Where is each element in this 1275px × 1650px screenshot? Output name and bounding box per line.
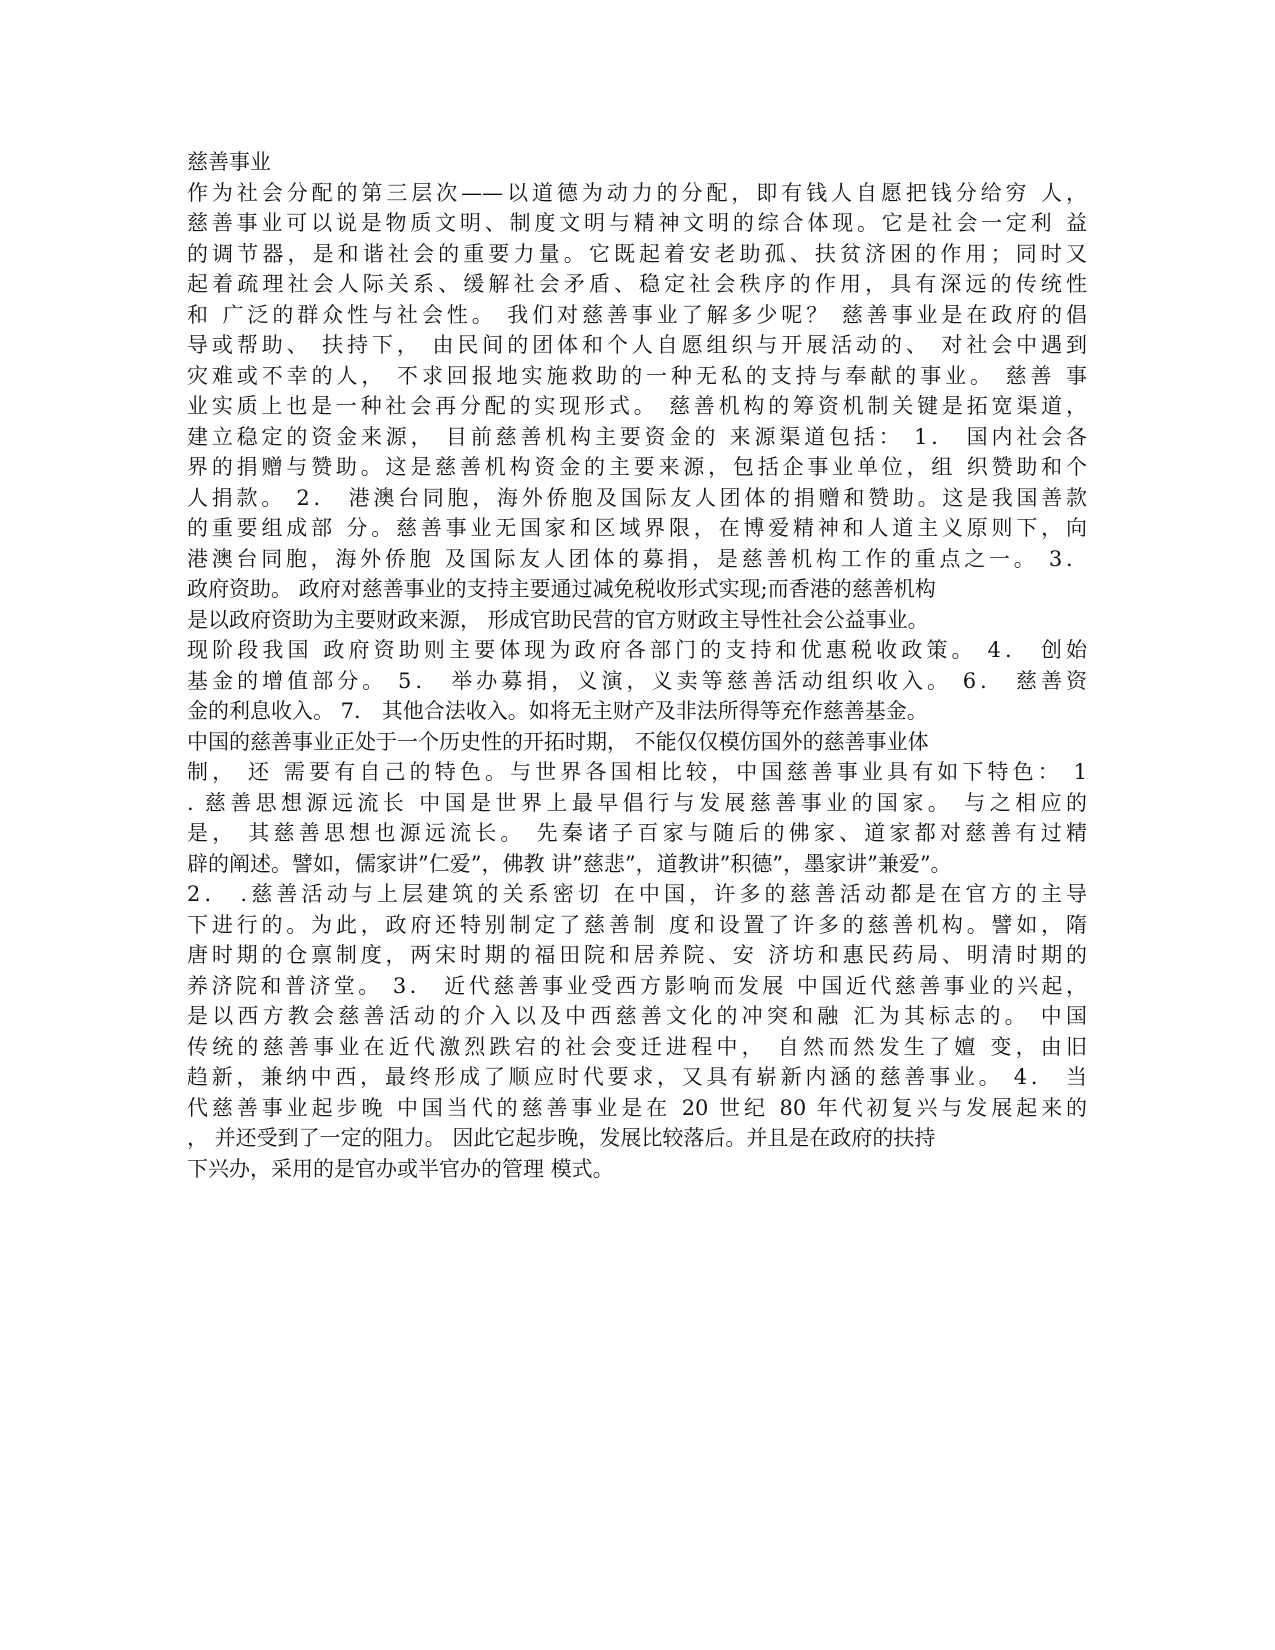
text-line: 金的利息收入。 7． 其他合法收入。如将无主财产及非法所得等充作慈善基金。 (187, 699, 928, 723)
text-line: 制， 还 需要有自己的特色。与世界各国相比较，中国慈善事业具有如下特色： 1 (187, 760, 1087, 784)
text-line: 灾难或不幸的人， 不求回报地实施救助的一种无私的支持与奉献的事业。 慈善 事 (187, 363, 1087, 388)
body-text (187, 178, 1087, 1185)
text-line: 下进行的。为此，政府还特别制定了慈善制 度和设置了许多的慈善机构。譬如，隋 (187, 912, 1087, 937)
text-line: 界的捐赠与赞助。这是慈善机构资金的主要来源，包括企事业单位，组 织赞助和个 (187, 455, 1087, 479)
text-line: 起着疏理社会人际关系、缓解社会矛盾、稳定社会秩序的作用，具有深远的传统性 (187, 272, 1087, 296)
text-line: 政府资助。 政府对慈善事业的支持主要通过减免税收形式实现;而香港的慈善机构 (187, 577, 936, 601)
document-title: 慈善事业 (187, 150, 271, 174)
text-line: 2． .慈善活动与上层建筑的关系密切 在中国，许多的慈善活动都是在官方的主导 (187, 882, 1087, 906)
text-line: 传统的慈善事业在近代激烈跌宕的社会变迁进程中， 自然而然发生了嬗 变，由旧 (187, 1034, 1087, 1059)
text-line: ， 并还受到了一定的阻力。 因此它起步晚，发展比较落后。并且是在政府的扶持 (187, 1126, 936, 1150)
text-line: 是以西方教会慈善活动的介入以及中西慈善文化的冲突和融 汇为其标志的。 中国 (187, 1004, 1087, 1028)
text-line: 辟的阐述。譬如，儒家讲”仁爱”，佛教 讲”慈悲”，道教讲”积德”，墨家讲”兼爱”。 (187, 851, 952, 876)
text-line: 养济院和普济堂。 3． 近代慈善事业受西方影响而发展 中国近代慈善事业的兴起， (187, 973, 1087, 998)
text-line: 业实质上也是一种社会再分配的实现形式。 慈善机构的筹资机制关键是拓宽渠道， (187, 394, 1087, 418)
text-line: 人捐款。 2． 港澳台同胞，海外侨胞及国际友人团体的捐赠和赞助。这是我国善款 (187, 485, 1087, 510)
text-line: 的重要组成部 分。慈善事业无国家和区域界限，在博爱精神和人道主义原则下，向 (187, 516, 1087, 540)
text-line: 港澳台同胞，海外侨胞 及国际友人团体的募捐，是慈善机构工作的重点之一。 3． (187, 546, 1087, 571)
text-line: 建立稳定的资金来源， 目前慈善机构主要资金的 来源渠道包括： 1． 国内社会各 (187, 424, 1087, 449)
text-line: 中国的慈善事业正处于一个历史性的开拓时期， 不能仅仅模仿国外的慈善事业体 (187, 729, 929, 754)
text-line: 代慈善事业起步晚 中国当代的慈善事业是在 20 世纪 80 年代初复兴与发展起来的 (187, 1095, 1087, 1120)
text-line: 趋新，兼纳中西，最终形成了顺应时代要求，又具有崭新内涵的慈善事业。 4． 当 (187, 1065, 1087, 1089)
text-line: 慈善事业可以说是物质文明、制度文明与精神文明的综合体现。它是社会一定利 益 (187, 211, 1087, 235)
text-line: 作为社会分配的第三层次——以道德为动力的分配，即有钱人自愿把钱分给穷 人， (187, 180, 1087, 205)
text-line: 现阶段我国 政府资助则主要体现为政府各部门的支持和优惠税收政策。 4． 创始 (187, 638, 1087, 662)
text-line: 下兴办，采用的是官办或半官办的管理 模式。 (187, 1156, 614, 1181)
text-line: 的调节器，是和谐社会的重要力量。它既起着安老助孤、扶贫济困的作用；同时又 (187, 241, 1087, 266)
text-line: 是以政府资助为主要财政来源， 形成官助民营的官方财政主导性社会公益事业。 (187, 607, 929, 632)
text-line: 导或帮助、 扶持下， 由民间的团体和个人自愿组织与开展活动的、 对社会中遇到 (187, 333, 1087, 357)
text-line: 唐时期的仓禀制度，两宋时期的福田院和居养院、安 济坊和惠民药局、明清时期的 (187, 943, 1087, 967)
text-line: 是， 其慈善思想也源远流长。 先秦诸子百家与随后的佛家、道家都对慈善有过精 (187, 821, 1087, 845)
text-line: 和 广泛的群众性与社会性。 我们对慈善事业了解多少呢？ 慈善事业是在政府的倡 (187, 302, 1087, 327)
document-body (187, 147, 1087, 1184)
text-line: 基金的增值部分。 5． 举办募捐，义演，义卖等慈善活动组织收入。 6． 慈善资 (187, 668, 1087, 693)
text-line: . 慈善思想源远流长 中国是世界上最早倡行与发展慈善事业的国家。 与之相应的 (187, 790, 1087, 815)
